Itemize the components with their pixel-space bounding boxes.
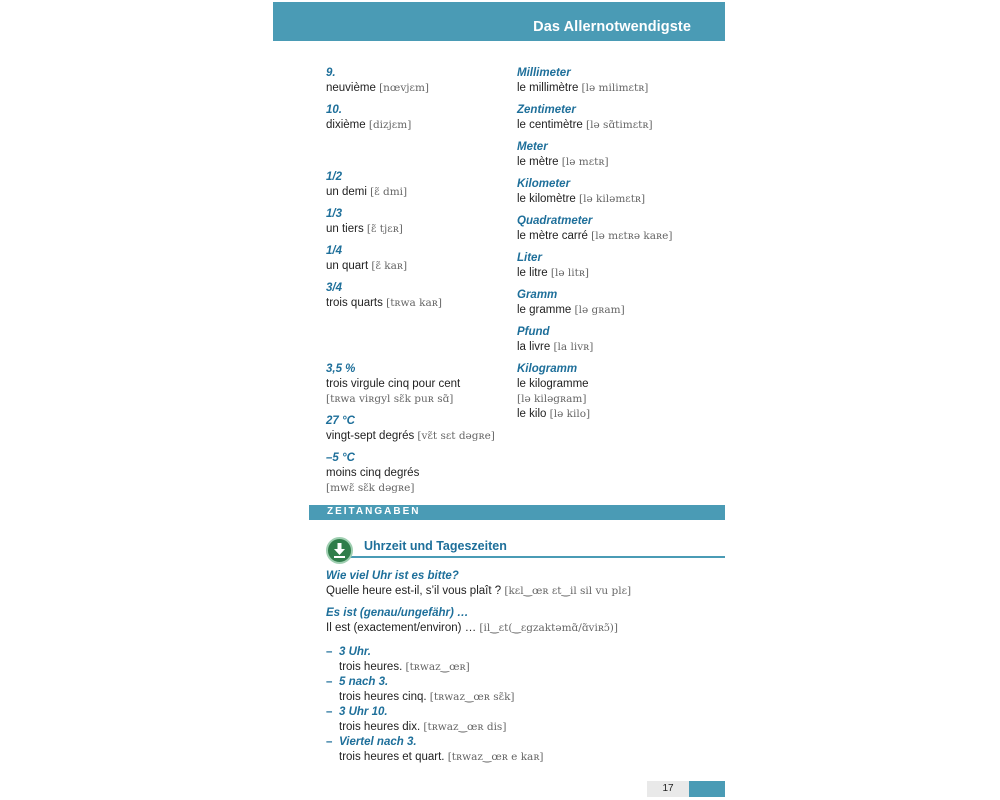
page-number-accent xyxy=(689,781,725,797)
topic-underline xyxy=(340,556,725,558)
header-bar xyxy=(273,2,725,41)
list-item xyxy=(517,288,717,318)
french-time: trois heures cinq. xyxy=(339,691,427,703)
pronunciation: [tʀwaz‿œʀ dis] xyxy=(423,721,507,733)
pronunciation: [il‿ɛt(‿ɛgzaktəmɑ̃/ɑ̃viʀɔ̃)] xyxy=(479,622,619,634)
list-item xyxy=(326,103,506,133)
french-term: le mètre xyxy=(517,156,559,168)
french-time: trois heures dix. xyxy=(339,721,421,733)
german-term: Millimeter xyxy=(517,67,571,79)
list-item xyxy=(326,362,506,407)
pronunciation: [ɛ̃ tjɛʀ] xyxy=(366,223,403,235)
german-term: 3,5 % xyxy=(326,363,356,375)
german-phrase: Wie viel Uhr ist es bitte? xyxy=(326,570,459,582)
pronunciation: [kɛl‿œʀ ɛt‿il sil vu plɛ] xyxy=(504,585,632,597)
pronunciation: [dizjɛm] xyxy=(368,119,412,131)
topic-title: Uhrzeit und Tageszeiten xyxy=(364,539,507,553)
list-item xyxy=(326,451,506,496)
german-term: Pfund xyxy=(517,326,550,338)
french-term: neuvième xyxy=(326,82,376,94)
german-term: 1/4 xyxy=(326,245,342,257)
pronunciation: [tʀwa kaʀ] xyxy=(386,297,442,309)
list-item xyxy=(326,645,725,675)
french-term: le centimètre xyxy=(517,119,583,131)
dash-bullet: – xyxy=(326,736,333,748)
french-term: moins cinq degrés xyxy=(326,467,420,479)
section-header xyxy=(309,505,725,520)
page-number: 17 xyxy=(647,781,689,797)
list-item xyxy=(326,244,506,274)
german-phrase: Es ist (genau/ungefähr) … xyxy=(326,607,469,619)
french-term: le kilogramme xyxy=(517,378,589,390)
french-term: trois quarts xyxy=(326,297,383,309)
list-item xyxy=(517,140,717,170)
list-item xyxy=(517,214,717,244)
pronunciation: [lə kiləgʀam] xyxy=(517,393,587,405)
french-term: le mètre carré xyxy=(517,230,588,242)
pronunciation: [lə sɑ̃timɛtʀ] xyxy=(586,119,653,131)
german-term: Kilometer xyxy=(517,178,571,190)
list-item xyxy=(517,66,717,96)
topic-header xyxy=(326,535,725,558)
list-item xyxy=(326,675,725,705)
german-time: 3 Uhr 10. xyxy=(339,706,388,718)
german-term: 3/4 xyxy=(326,282,342,294)
german-term: –5 °C xyxy=(326,452,355,464)
german-time: Viertel nach 3. xyxy=(339,736,417,748)
german-term: 1/3 xyxy=(326,208,342,220)
german-term: Quadratmeter xyxy=(517,215,593,227)
pronunciation: [lə milimɛtʀ] xyxy=(581,82,649,94)
french-term: le gramme xyxy=(517,304,572,316)
french-term: un demi xyxy=(326,186,367,198)
french-phrase: Quelle heure est-il, s’il vous plaît ? xyxy=(326,585,502,597)
german-term: Gramm xyxy=(517,289,558,301)
list-item xyxy=(326,207,506,237)
french-term: un tiers xyxy=(326,223,364,235)
dash-bullet: – xyxy=(326,646,333,658)
french-time: trois heures. xyxy=(339,661,403,673)
pronunciation: [tʀwaz‿œʀ e kaʀ] xyxy=(447,751,544,763)
french-term: un quart xyxy=(326,260,369,272)
list-item xyxy=(517,362,717,422)
french-term: la livre xyxy=(517,341,551,353)
list-item xyxy=(326,705,725,735)
list-item xyxy=(517,251,717,281)
time-list xyxy=(326,645,725,765)
pronunciation: [mwɛ̃ sɛ̃k dəgʀe] xyxy=(326,482,415,494)
pronunciation: [lə litʀ] xyxy=(550,267,590,279)
german-term: 9. xyxy=(326,67,336,79)
download-icon[interactable] xyxy=(326,537,353,564)
german-term: Kilogramm xyxy=(517,363,578,375)
list-item xyxy=(326,414,506,444)
german-time: 3 Uhr. xyxy=(339,646,371,658)
list-item xyxy=(517,177,717,207)
pronunciation: [lə kiləmɛtʀ] xyxy=(579,193,646,205)
dash-bullet: – xyxy=(326,706,333,718)
german-term: 1/2 xyxy=(326,171,342,183)
page-title: Das Allernotwendigste xyxy=(533,19,691,35)
right-column xyxy=(517,66,717,429)
list-item xyxy=(326,735,725,765)
german-term: 27 °C xyxy=(326,415,355,427)
phrase-list xyxy=(326,569,725,765)
german-term: Zentimeter xyxy=(517,104,576,116)
list-item xyxy=(517,103,717,133)
french-term-short: le kilo xyxy=(517,408,547,420)
list-item xyxy=(326,66,506,96)
french-phrase: Il est (exactement/environ) … xyxy=(326,622,477,634)
french-term: trois virgule cinq pour cent xyxy=(326,378,461,390)
list-item xyxy=(517,325,717,355)
pronunciation: [nœvjɛm] xyxy=(379,82,429,94)
french-term: dixième xyxy=(326,119,366,131)
section-label: ZEITANGABEN xyxy=(327,506,421,517)
french-term: le kilomètre xyxy=(517,193,576,205)
left-column xyxy=(326,66,506,503)
pronunciation: [vɛ̃t sɛt dəgʀe] xyxy=(417,430,495,442)
pronunciation: [lə mɛtʀ] xyxy=(561,156,609,168)
list-item xyxy=(326,281,506,311)
french-term: vingt-sept degrés xyxy=(326,430,415,442)
list-item xyxy=(326,606,725,636)
pronunciation: [lə mɛtʀə kaʀe] xyxy=(591,230,673,242)
french-term: le millimètre xyxy=(517,82,579,94)
pronunciation: [ɛ̃ dmi] xyxy=(370,186,408,198)
german-term: 10. xyxy=(326,104,342,116)
german-term: Meter xyxy=(517,141,548,153)
german-term: Liter xyxy=(517,252,542,264)
pronunciation: [lə gʀam] xyxy=(574,304,625,316)
pronunciation: [lə kilo] xyxy=(549,408,591,420)
pronunciation: [tʀwaz‿œʀ] xyxy=(405,661,470,673)
pronunciation: [tʀwaz‿œʀ sɛ̃k] xyxy=(429,691,515,703)
pronunciation: [tʀwa viʀgyl sɛ̃k puʀ sɑ̃] xyxy=(326,393,454,405)
list-item xyxy=(326,170,506,200)
dash-bullet: – xyxy=(326,676,333,688)
french-time: trois heures et quart. xyxy=(339,751,445,763)
pronunciation: [la livʀ] xyxy=(553,341,594,353)
german-time: 5 nach 3. xyxy=(339,676,389,688)
list-item xyxy=(326,569,725,599)
pronunciation: [ɛ̃ kaʀ] xyxy=(371,260,408,272)
french-term: le litre xyxy=(517,267,548,279)
